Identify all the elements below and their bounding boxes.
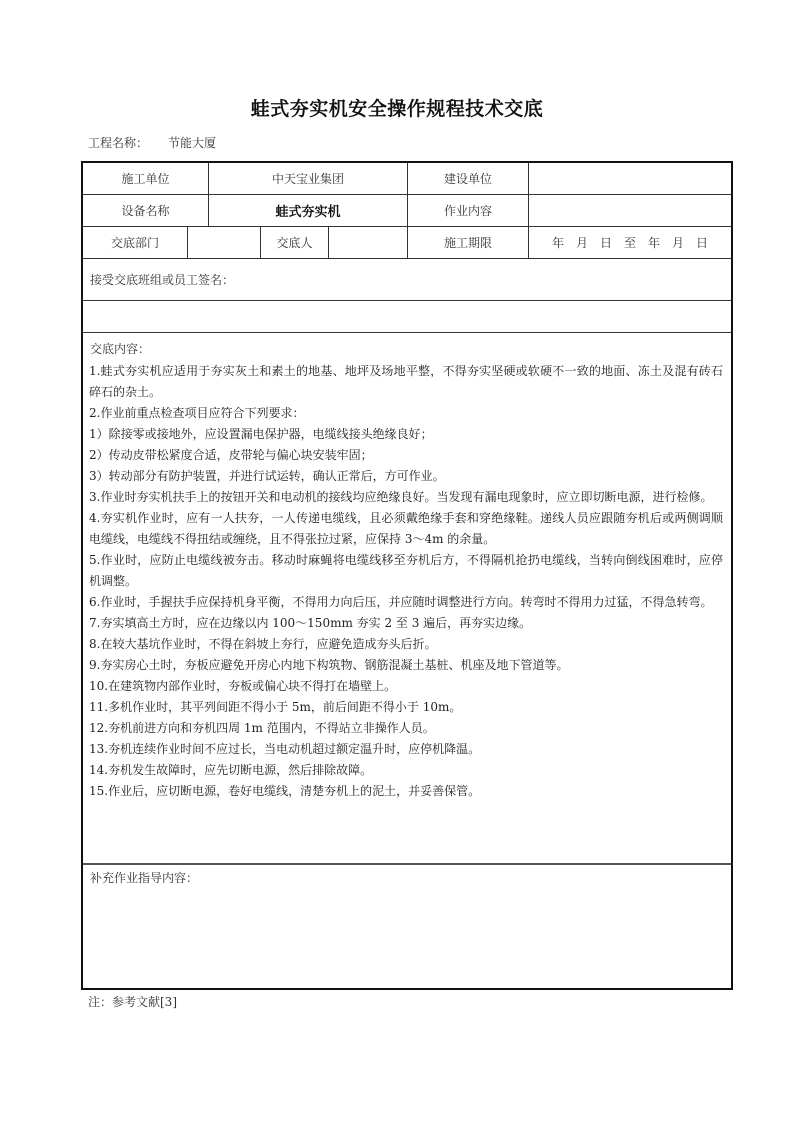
content-item: 5.作业时，应防止电缆线被夯击。移动时麻蝇将电缆线移至夯机后方，不得隔机抢扔电缆线，当转向倒线困难时，应停机调整。 (89, 553, 723, 588)
construction-unit-value[interactable]: 中天宝业集团 (271, 172, 344, 186)
content-item: 12.夯机前进方向和夯机四周 1m 范围内，不得站立非操作人员。 (89, 721, 435, 735)
content-item: 7.夯实填高土方时，应在边缘以内 100～150mm 夯实 2 至 3 遍后，再夯实边缘。 (89, 616, 532, 630)
row-divider (83, 258, 731, 259)
period-start-month: 月 (575, 236, 588, 250)
content-item: 9.夯实房心土时，夯板应避免开房心内地下构筑物、钢筋混凝土基桩、机座及地下管道等。 (89, 658, 569, 672)
content-item: 14.夯机发生故障时，应先切断电源，然后排除故障。 (89, 763, 373, 777)
period-value[interactable] (529, 227, 731, 258)
row-divider (83, 332, 731, 333)
content-label: 交底内容： (90, 342, 151, 356)
work-content-label: 作业内容 (443, 204, 492, 218)
owner-unit-label: 建设单位 (443, 172, 492, 186)
department-label: 交底部门 (110, 236, 159, 250)
project-value: 节能大厦 (168, 136, 217, 150)
period-label: 施工期限 (443, 236, 492, 250)
period-end-month: 月 (672, 236, 685, 250)
period-start-day: 日 (599, 236, 612, 250)
period-start-year: 年 (551, 236, 564, 250)
document-title: 蛙式夯实机安全操作规程技术交底 (250, 98, 544, 120)
period-to: 至 (623, 236, 636, 250)
project-line (88, 134, 216, 151)
row-divider (83, 863, 731, 865)
content-body (89, 361, 723, 802)
department-value[interactable] (188, 227, 260, 258)
content-item: 3.作业时夯实机扶手上的按钮开关和电动机的接线均应绝缘良好。当发现有漏电现象时，应立即切断电源，进行检修。 (89, 490, 713, 504)
supplement-label: 补充作业指导内容： (90, 871, 199, 885)
supplement-field[interactable] (83, 889, 731, 988)
content-item: 2.作业前重点检查项目应符合下列要求： (89, 406, 305, 420)
content-item: 10.在建筑物内部作业时，夯板或偏心块不得打在墙壁上。 (89, 679, 397, 693)
content-item: 11.多机作业时，其平列间距不得小于 5m，前后间距不得小于 10m。 (89, 700, 462, 714)
content-item: 4.夯实机作业时，应有一人扶夯，一人传递电缆线，且必须戴绝缘手套和穿绝缘鞋。递线人员应跟随夯机后或两侧调顺电缆线，电缆线不得扭结或缠绕，且不得张拉过紧，应保持 3～4m 的余量。 (89, 511, 723, 546)
presenter-label: 交底人 (276, 236, 313, 250)
reference-note: 注：参考文献[3] (88, 995, 177, 1009)
construction-unit-label: 施工单位 (121, 172, 170, 186)
work-content-value[interactable] (529, 195, 731, 226)
owner-unit-value[interactable] (529, 163, 731, 194)
content-item: 15.作业后，应切断电源，卷好电缆线，清楚夯机上的泥土，并妥善保管。 (89, 784, 481, 798)
content-item: 3）转动部分有防护装置，并进行试运转，确认正常后，方可作业。 (89, 469, 445, 483)
presenter-value[interactable] (329, 227, 407, 258)
equipment-name-value[interactable]: 蛙式夯实机 (275, 205, 341, 220)
content-item: 6.作业时，手握扶手应保持机身平衡，不得用力向后压，并应随时调整进行方向。转弯时不得用力过猛，不得急转弯。 (89, 595, 713, 609)
content-item: 2）传动皮带松紧度合适，皮带轮与偏心块安装牢固； (89, 448, 373, 462)
content-item: 8.在较大基坑作业时，不得在斜坡上夯行，应避免造成夯头后折。 (89, 637, 437, 651)
project-label: 工程名称： (88, 136, 149, 150)
period-end-year: 年 (648, 236, 661, 250)
disclosure-table (81, 161, 733, 990)
content-item: 1.蛙式夯实机应适用于夯实灰土和素土的地基、地坪及场地平整，不得夯实坚硬或软硬不一致的地面、冻土及混有砖石碎石的杂土。 (89, 364, 723, 399)
period-end-day: 日 (696, 236, 709, 250)
content-item: 1）除接零或接地外，应设置漏电保护器，电缆线接头绝缘良好； (89, 427, 433, 441)
signature-label: 接受交底班组或员工签名： (90, 273, 235, 287)
content-item: 13.夯机连续作业时间不应过长，当电动机超过额定温升时，应停机降温。 (89, 742, 481, 756)
equipment-name-label: 设备名称 (121, 204, 170, 218)
signature-field[interactable] (83, 301, 731, 332)
